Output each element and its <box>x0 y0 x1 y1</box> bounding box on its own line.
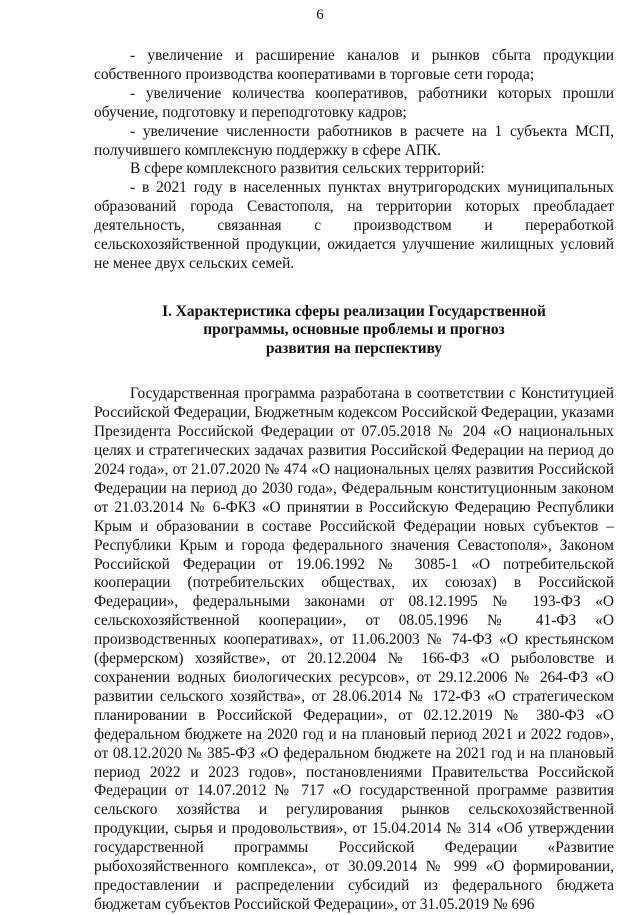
paragraph-cooperatives-training: - увеличение количества кооперативов, работники которых прошли обучение, подготовку и переподготовку кадров; <box>94 84 614 121</box>
paragraph-sme-workers: - увеличение численности работников в расчете на 1 субъекта МСП, получившего комплексную поддержку в сфере АПК. <box>94 122 614 159</box>
paragraph-rural-development-intro: В сфере комплексного развития сельских территорий: <box>130 160 485 178</box>
section-heading-line-3: развития на перспективу <box>265 339 443 357</box>
document-body <box>94 47 614 915</box>
section-heading-line-2: программы, основные проблемы и прогноз <box>203 321 505 339</box>
paragraph-rural-housing: - в 2021 году в населенных пунктах внутригородских муниципальных образований города Севастополя, на территории которых преобладает деятельность, связанная с производством и переработкой сельскохозяйственной продукции, ожидается улучшение жилищных условий не менее двух сельских семей. <box>94 179 614 272</box>
paragraph-sales-channels: - увеличение и расширение каналов и рынков сбыта продукции собственного производства кооперативами в торговые сети города; <box>94 47 614 83</box>
section-heading-line-1: I. Характеристика сферы реализации Государственной <box>162 302 546 320</box>
section-heading <box>94 303 614 359</box>
paragraph-legal-basis: Государственная программа разработана в соответствии с Конституцией Российской Федерации, Бюджетным кодексом Российской Федерации, указами Президента Российской Федерации от 07.05.2018 № 204 «О национальных целях и стратегических задачах развития Российской Федерации на период до 2024 года», от 21.07.2020 № 474 «О национальных целях развития Российской Федерации на период до 2030 года», Федеральным конституционным законом от 21.03.2014 № 6-ФКЗ «О принятии в Российскую Федерацию Республики Крым и образовании в составе Российской Федерации новых субъектов – Республики Крым и города федерального значения Севастополя», Законом Российской Федерации от 19.06.1992 № 3085-1 «О потребительской кооперации (потребительских обществах, их союзах) в Российской Федерации», федеральными законами от 08.12.1995 № 193-ФЗ «О сельскохозяйственной кооперации», от 08.05.1996 № 41-ФЗ «О производственных кооперативах», от 11.06.2003 № 74-ФЗ «О крестьянском (фермерском) хозяйстве», от 20.12.2004 № 166-ФЗ «О рыболовстве и сохранении водных биологических ресурсов», от 29.12.2006 № 264-ФЗ «О развитии сельского хозяйства», от 28.06.2014 № 172-ФЗ «О стратегическом планировании в Российской Федерации», от 02.12.2019 № 380-ФЗ «О федеральном бюджете на 2020 год и на плановый период 2021 и 2022 годов», от 08.12.2020 № 385-ФЗ «О федеральном бюджете на 2021 год и на плановый период 2022 и 2023 годов», постановлениями Правительства Российской Федерации от 14.07.2012 № 717 «О государственной программе развития сельского хозяйства и регулирования рынков сельскохозяйственной продукции, сырья и продовольствия», от 15.04.2014 № 314 «Об утверждении государственной программы Российской Федерации «Развитие рыбохозяйственного комплекса», от 30.09.2014 № 999 «О формировании, предоставлении и распределении субсидий из федерального бюджета бюджетам субъектов Российской Федерации», от 31.05.2019 № 696 <box>94 385 614 913</box>
page-number: 6 <box>316 7 324 23</box>
